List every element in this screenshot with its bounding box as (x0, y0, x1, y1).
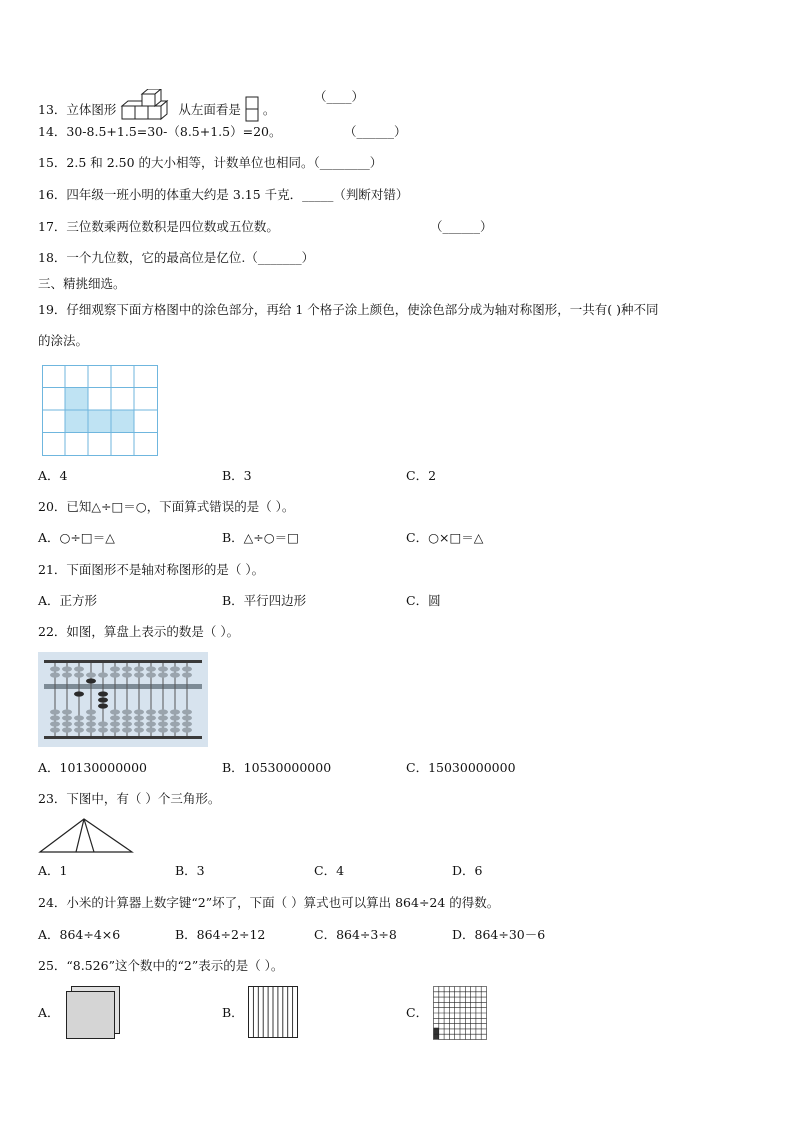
q24-option-b[interactable]: B．864÷2÷12 (175, 927, 266, 942)
q23-option-a[interactable]: A．1 (38, 863, 68, 878)
q24-option-c[interactable]: C．864÷3÷8 (314, 927, 397, 942)
triangles-figure (38, 817, 134, 855)
q24-option-d[interactable]: D．864÷30－6 (452, 927, 546, 942)
stacked-squares-figure (64, 985, 122, 1039)
q22-option-b[interactable]: B．10530000000 (222, 760, 332, 775)
q25-option-c[interactable]: C． (406, 1005, 429, 1020)
q22-option-a[interactable]: A．10130000000 (38, 760, 148, 775)
abacus-image (38, 652, 208, 747)
question-16: 16．四年级一班小明的体重大约是 3.15 千克．_____（判断对错） (38, 187, 409, 202)
q19-option-a[interactable]: A．4 (38, 468, 68, 483)
question-22: 22．如图，算盘上表示的数是（ ）。 (38, 624, 240, 639)
q13-suffix: 。 (262, 102, 276, 117)
question-19-line1: 19．仔细观察下面方格图中的涂色部分，再给 1 个格子涂上颜色，使涂色部分成为轴对称图形，一共有( )种不同 (38, 302, 659, 317)
q23-option-b[interactable]: B．3 (175, 863, 205, 878)
question-25: 25．“8.526”这个数中的“2”表示的是（ ）。 (38, 958, 284, 973)
q25-option-a[interactable]: A． (38, 1005, 60, 1020)
q20-option-a[interactable]: A．○÷□＝△ (38, 530, 115, 545)
question-23: 23．下图中，有（ ）个三角形。 (38, 791, 221, 806)
q13-middle: 从左面看是 (178, 102, 241, 117)
section-heading: 三、精挑细选。 (38, 276, 126, 291)
question-21: 21．下面图形不是轴对称图形的是（ ）。 (38, 562, 265, 577)
question-18: 18．一个九位数，它的最高位是亿位.（_______） (38, 250, 315, 265)
q21-option-c[interactable]: C．圆 (406, 593, 441, 608)
question-24: 24．小米的计算器上数字键“2”坏了，下面（ ）算式也可以算出 864÷24 的得数。 (38, 895, 500, 910)
question-19-line2: 的涂法。 (38, 333, 89, 348)
square-grid-figure (42, 365, 158, 456)
q25-option-b[interactable]: B． (222, 1005, 244, 1020)
q23-option-c[interactable]: C．4 (314, 863, 345, 878)
vertical-strips-figure (247, 985, 299, 1039)
q19-option-c[interactable]: C．2 (406, 468, 437, 483)
q13-prefix: 13．立体图形 (38, 102, 117, 117)
question-13 (38, 89, 275, 123)
q13-blank: （____） (314, 89, 365, 104)
q21-option-a[interactable]: A．正方形 (38, 593, 98, 608)
q20-option-b[interactable]: B．△÷○＝□ (222, 530, 299, 545)
question-15: 15．2.5 和 2.50 的大小相等，计数单位也相同。（________） (38, 155, 383, 170)
question-20: 20．已知△÷□＝○，下面算式错误的是（ ）。 (38, 499, 295, 514)
q24-option-a[interactable]: A．864÷4×6 (38, 927, 121, 942)
q22-option-c[interactable]: C．15030000000 (406, 760, 516, 775)
q14-blank: （______） (344, 124, 407, 139)
cube-solid-figure (120, 89, 174, 123)
q19-option-b[interactable]: B．3 (222, 468, 252, 483)
question-17: 17．三位数乘两位数积是四位数或五位数。 (38, 219, 279, 234)
q17-blank: （______） (430, 219, 493, 234)
left-view-figure (245, 96, 259, 122)
q21-option-b[interactable]: B．平行四边形 (222, 593, 307, 608)
q23-option-d[interactable]: D．6 (452, 863, 483, 878)
question-14: 14．30-8.5+1.5=30-（8.5+1.5）=20。 (38, 124, 282, 139)
hundred-grid-figure (432, 985, 488, 1041)
q20-option-c[interactable]: C．○×□＝△ (406, 530, 484, 545)
